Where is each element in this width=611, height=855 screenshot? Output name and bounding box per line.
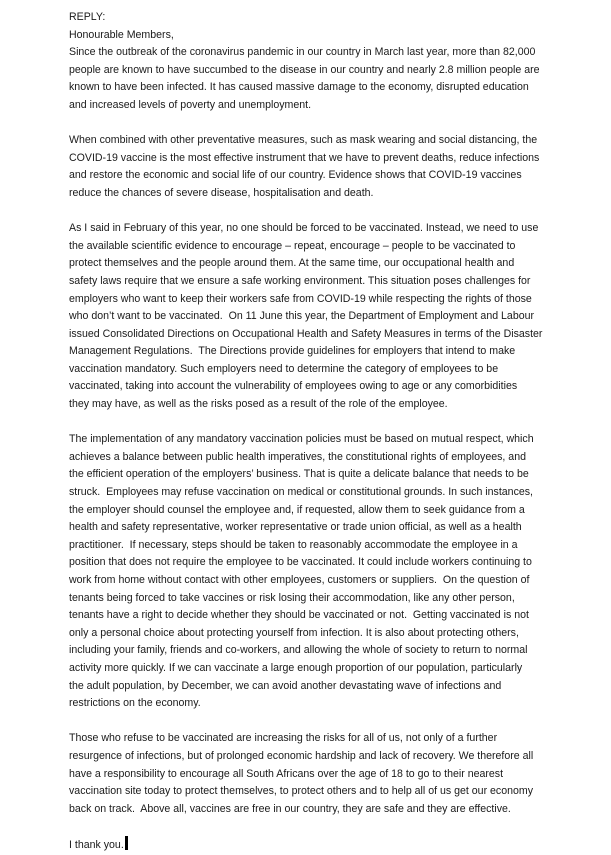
text-line: As I said in February of this year, no one should be forced to be vaccinated. Instead, we need to use [69, 222, 539, 235]
text-line: restrictions on the economy. [69, 697, 201, 710]
text-line: people are known to have succumbed to the disease in our country and nearly 2.8 million people are [69, 63, 540, 76]
text-line: known to have been infected. It has caused massive damage to the economy, disrupted education [69, 81, 529, 94]
text-line: they may have, as well as the risks posed as a result of the role of the employee. [69, 398, 448, 411]
closing-line [69, 836, 561, 854]
text-line: safety laws require that we ensure a safe working environment. This situation poses challenges for [69, 274, 531, 287]
text-line: tenants being forced to take vaccines or risk losing their accommodation, like any other person, [69, 591, 515, 604]
text-line: struck. Employees may refuse vaccination on medical or constitutional grounds. In such instances, [69, 486, 533, 499]
text-line: and restore the economic and social life of our country. Evidence shows that COVID-19 vaccines [69, 169, 522, 182]
text-line: the available scientific evidence to encourage – repeat, encourage – people to be vaccinated to [69, 239, 516, 252]
paragraph [69, 730, 561, 818]
text-line: resurgence of infections, but of prolonged economic hardship and lack of recovery. We therefore all [69, 749, 534, 762]
salutation: Honourable Members, [69, 28, 174, 41]
paragraph [69, 132, 561, 202]
paragraph [69, 431, 561, 713]
document-body[interactable] [69, 9, 561, 854]
text-line: health and safety representative, worker representative or trade union official, as well as a health [69, 521, 522, 534]
closing-text: I thank you. [69, 838, 124, 851]
text-line: Since the outbreak of the coronavirus pandemic in our country in March last year, more than 82,000 [69, 46, 536, 59]
text-line: only a personal choice about protecting yourself from infection. It is also about protecting others, [69, 626, 519, 639]
text-line: work from home without contact with other employees, customers or suppliers. On the question of [69, 574, 530, 586]
text-line: reduce the chances of severe disease, hospitalisation and death. [69, 186, 374, 199]
text-line: employers who want to keep their workers safe from COVID-19 while respecting the rights of those [69, 292, 532, 305]
text-line: When combined with other preventative measures, such as mask wearing and social distancing, the [69, 134, 538, 147]
text-line: back on track. Above all, vaccines are free in our country, they are safe and they are effective. [69, 802, 511, 815]
text-line: tenants have a right to decide whether they should be vaccinated or not. Getting vaccinated is not [69, 609, 529, 622]
text-line: and increased levels of poverty and unemployment. [69, 98, 312, 111]
text-line: vaccination site today to protect themselves, to protect others and to help all of us get our economy [69, 785, 534, 798]
text-line: the employer should counsel the employee and, if requested, allow them to seek guidance from a [69, 503, 525, 516]
text-line: including your family, friends and co-workers, and allowing the whole of society to return to normal [69, 644, 528, 657]
text-line: Management Regulations. The Directions provide guidelines for employers that intend to make [69, 345, 516, 358]
text-line: The implementation of any mandatory vaccination policies must be based on mutual respect, which [69, 433, 534, 446]
text-line: Those who refuse to be vaccinated are increasing the risks for all of us, not only of a further [69, 732, 498, 745]
text-line: practitioner. If necessary, steps should be taken to reasonably accommodate the employee in a [69, 538, 518, 551]
paragraph-container [69, 44, 561, 818]
text-cursor [125, 836, 128, 850]
text-line: position that does not require the employee to be vaccinated. It could include workers continuing to [69, 556, 532, 569]
paragraph [69, 220, 561, 414]
paragraph [69, 44, 561, 114]
text-line: achieves a balance between public health imperatives, the constitutional rights of employees, and [69, 450, 526, 463]
text-line: protect themselves and the people around them. At the same time, our occupational health and [69, 257, 515, 270]
text-line: the adult population, by December, we can avoid another devastating wave of infections and [69, 679, 502, 692]
text-line: issued Consolidated Directions on Occupational Health and Safety Measures in terms of the Disaster [69, 327, 543, 340]
text-line: vaccination mandatory. Such employers need to determine the category of employees to be [69, 362, 499, 375]
text-line: have a responsibility to encourage all South Africans over the age of 18 to go to their nearest [69, 767, 504, 780]
text-line: vaccinated, taking into account the vulnerability of employees owing to age or any comorbidities [69, 380, 518, 393]
text-line: activity more quickly. If we can vaccinate a large enough proportion of our population, particularly [69, 661, 523, 674]
text-line: the efficient operation of the employers’ business. That is quite a delicate balance that needs to be [69, 468, 529, 481]
reply-heading: REPLY: [69, 11, 106, 23]
text-line: who don’t want to be vaccinated. On 11 June this year, the Department of Employment and Labour [69, 310, 535, 323]
text-line: COVID-19 vaccine is the most effective instrument that we have to prevent deaths, reduce infections [69, 151, 540, 164]
